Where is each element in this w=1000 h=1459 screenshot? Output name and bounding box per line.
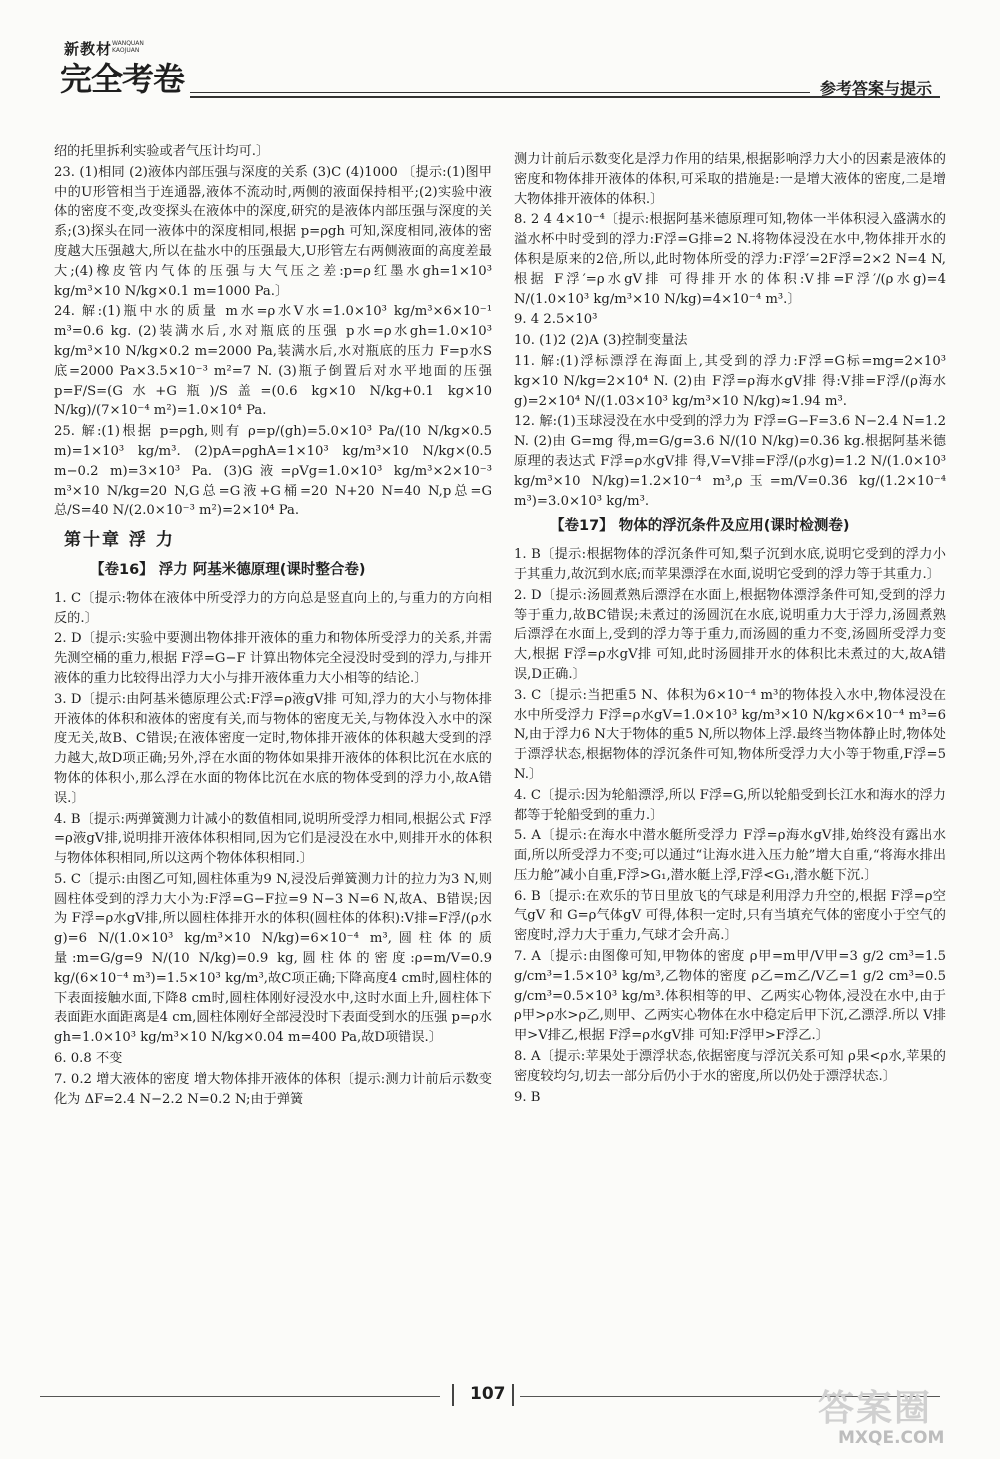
chapter-title: 第十章 浮 力 [64,530,175,551]
answer-item: 8. A〔提示:苹果处于漂浮状态,依据密度与浮沉关系可知 ρ果<ρ水,苹果的密度较均匀,切去一部分后仍小于水的密度,所以仍处于漂浮状态.〕 [514,1049,946,1084]
answer-item: 1. B〔提示:根据物体的浮沉条件可知,梨子沉到水底,说明它受到的浮力小于其重力,故沉到水底;而苹果漂浮在水面,说明它受到的浮力等于其重力.〕 [514,547,946,582]
watermark-logo [818,1380,988,1454]
answer-item: 25. 解:(1)根据 p=ρgh,则有 ρ=p/(gh)=5.0×10³ Pa/(10 N/kg×0.5 m)=1×10³ kg/m³. (2)pA=ρghA=1×10³ kg/m³×10 N/kg×(0.5 m−0.2 m)=3×10³ Pa. (3)G液=ρVg=1.0×10³ kg/m³×2×10⁻³ m³×10 N/kg=20 N,G总=G液+G桶=20 N+20 N=40 N,p总=G总/S=40 N/(2.0×10⁻³ m²)=2×10⁴ Pa. [54,424,492,519]
series-label: 新教材 [64,40,113,58]
answer-item: 3. D〔提示:由阿基米德原理公式:F浮=ρ液gV排 可知,浮力的大小与物体排开液体的体积和液体的密度有关,而与物体的密度无关,与物体没入水中的深度无关,故B、C错误;在液体密度一定时,物体排开液体的体积越大受到的浮力越大,故D项正确;另外,浮在水面的物体如果排开液体的体积比沉在水底的物体的体积小,那么浮在水面的物体比沉在水底的物体受到的浮力小,故A错误.〕 [54,691,492,806]
left-column [54,142,492,1110]
answer-item: 1. C〔提示:物体在液体中所受浮力的方向总是竖直向上的,与重力的方向相反的.〕 [54,590,492,626]
book-logo: 完全考卷 [60,60,185,98]
page-number: 107 [470,1384,506,1404]
watermark-url: MXQE.COM [838,1428,945,1448]
answer-item: 4. C〔提示:因为轮船漂浮,所以 F浮=G,所以轮船受到长江水和海水的浮力都等于轮船受到的重力.〕 [514,787,946,823]
logo-pinyin-1: WANQUAN [112,40,144,47]
answer-item: 7. A〔提示:由图像可知,甲物体的密度 ρ甲=m甲/V甲=3 g/2 cm³=1.5 g/cm³=1.5×10³ kg/m³,乙物体的密度 ρ乙=m乙/V乙=1 g/2 cm³=0.5 g/cm³=0.5×10³ kg/m³.体积相等的甲、乙两实心物体,浸没在水中,由于 ρ甲>ρ水>ρ乙,则甲、乙两实心物体在水中稳定后甲下沉,乙漂浮.所以 V排甲>V排乙,根据 F浮=ρ水gV排 可知:F浮甲>F浮乙.〕 [514,949,946,1044]
section-title: 【卷16】 浮力 阿基米德原理(课时整合卷) [90,561,366,578]
answer-item: 6. 0.8 不变 [54,1051,123,1067]
answer-item: 23. (1)相同 (2)液体内部压强与深度的关系 (3)C (4)1000 〔提示:(1)图甲中的U形管相当于连通器,液体不流动时,两侧的液面保持相平;(2)实验中液体的密度不变,改变探头在液体中的深度,研究的是液体内部压强与深度的关系;(3)探头在同一液体中的深度相同,根据 p=ρgh 可知,深度相同,液体的密度越大压强越大,所以在盐水中的压强最大,U形管左右两侧液面的高度差最大;(4)橡皮管内气体的压强与大气压之差:p=ρ红墨水gh=1×10³ kg/m³×10 N/kg×0.1 m=1000 Pa.〕 [54,164,492,299]
logo-pinyin [112,40,144,54]
answer-item: 6. B〔提示:在欢乐的节日里放飞的气球是利用浮力升空的,根据 F浮=ρ空气gV 和 G=ρ气体gV 可得,体积一定时,只有当填充气体的密度小于空气的密度时,浮力大于重力,气球才会升高.〕 [514,888,946,944]
answer-item: 8. 2 4 4×10⁻⁴〔提示:根据阿基米德原理可知,物体一半体积浸入盛满水的溢水杯中时受到的浮力:F浮=G排=2 N.将物体浸没在水中,物体排开水的体积是原来的2倍,所以,此时物体所受的浮力:F浮′=2F浮=2×2 N=4 N,根据 F浮′=ρ水gV排 可得排开水的体积:V排=F浮′/(ρ水g)=4 N/(1.0×10³ kg/m³×10 N/kg)=4×10⁻⁴ m³.〕 [514,212,946,307]
answer-item: 7. 0.2 增大液体的密度 增大物体排开液体的体积〔提示:测力计前后示数变化为 ΔF=2.4 N−2.2 N=0.2 N;由于弹簧 [54,1071,492,1107]
answer-item: 4. B〔提示:两弹簧测力计减小的数值相同,说明所受浮力相同,根据公式 F浮=ρ液gV排,说明排开液体体积相同,因为它们是浸没在水中,则排开水的体积与物体体积相同,所以这两个物体体积相同.〕 [54,811,492,867]
answer-item: 11. 解:(1)浮标漂浮在海面上,其受到的浮力:F浮=G标=mg=2×10³ kg×10 N/kg=2×10⁴ N. (2)由 F浮=ρ海水gV排 得:V排=F浮/(ρ海水g)=2×10⁴ N/(1.03×10³ kg/m³×10 N/kg)≈1.94 m³. [514,353,946,409]
answer-item: 2. D〔提示:实验中要测出物体排开液体的重力和物体所受浮力的关系,并需先测空桶的重力,根据 F浮=G−F 计算出物体完全浸没时受到的浮力,与排开液体的重力比较得出浮力大小与排开液体重力大小相等的结论.〕 [54,631,492,686]
answer-item: 5. A〔提示:在海水中潜水艇所受浮力 F浮=ρ海水gV排,始终没有露出水面,所以所受浮力不变;可以通过“让海水进入压力舱”增大自重,“将海水排出压力舱”减小自重,F浮>G₁,潜水艇上浮,F浮<G₁,潜水艇下沉.〕 [514,828,946,883]
watermark-text: 答案圈 [818,1388,933,1429]
footer-bar-left [452,1384,454,1406]
logo-pinyin-2: KAOJUAN [112,47,140,54]
section-title: 【卷17】 物体的浮沉条件及应用(课时检测卷) [550,518,850,535]
footer-rule-left [40,1396,440,1397]
answer-item: 12. 解:(1)玉球浸没在水中受到的浮力为 F浮=G−F=3.6 N−2.4 N=1.2 N. (2)由 G=mg 得,m=G/g=3.6 N/(10 N/kg)=0.36 kg.根据阿基米德原理的表达式 F浮=ρ水gV排 得,V=V排=F浮/(ρ水g)=1.2 N/(1.0×10³ kg/m³×10 N/kg)=1.2×10⁻⁴ m³,ρ玉=m/V=0.36 kg/(1.2×10⁻⁴ m³)=3.0×10³ kg/m³. [514,414,946,509]
footer-bar-right [512,1384,514,1406]
answer-item: 绍的托里拆利实验或者气压计均可.〕 [54,144,270,159]
answer-item: 3. C〔提示:当把重5 N、体积为6×10⁻⁴ m³的物体投入水中,物体浸没在水中所受浮力 F浮=ρ水gV=1.0×10³ kg/m³×10 N/kg×6×10⁻⁴ m³=6 N,由于浮力6 N大于物体的重5 N,所以物体上浮.最终当物体静止时,物体处于漂浮状态,根据物体的浮沉条件可知,物体所受浮力大小等于物重,F浮=5 N.〕 [514,687,946,782]
answer-item: 24. 解:(1)瓶中水的质量 m水=ρ水V水=1.0×10³ kg/m³×6×10⁻¹ m³=0.6 kg. (2)装满水后,水对瓶底的压强 p水=ρ水gh=1.0×10³ kg/m³×10 N/kg×0.2 m=2000 Pa,装满水后,水对瓶底的压力 F=p水S底=2000 Pa×3.5×10⁻³ m²=7 N. (3)瓶子倒置后对水平地面的压强 p=F/S=(G水+G瓶)/S盖=(0.6 kg×10 N/kg+0.1 kg×10 N/kg)/(7×10⁻⁴ m²)=1.0×10⁴ Pa. [54,304,492,419]
page-header [0,0,1000,100]
header-divider-bold [190,96,940,98]
answer-item: 9. B [514,1089,541,1105]
header-section-title: 参考答案与提示 [820,79,933,98]
answer-item: 测力计前后示数变化是浮力作用的结果,根据影响浮力大小的因素是液体的密度和物体排开液体的体积,可采取的措施是:一是增大液体的密度,二是增大物体排开液体的体积.〕 [514,152,946,207]
answer-item: 5. C〔提示:由图乙可知,圆柱体重为9 N,浸没后弹簧测力计的拉力为3 N,则圆柱体受到的浮力大小为:F浮=G−F拉=9 N−3 N=6 N,故A、B错误;因为 F浮=ρ水gV排,所以圆柱体排开水的体积(圆柱体的体积):V排=F浮/(ρ水g)=6 N/(1.0×10³ kg/m³×10 N/kg)=6×10⁻⁴ m³,圆柱体的质量:m=G/g=9 N/(10 N/kg)=0.9 kg,圆柱体的密度:ρ=m/V=0.9 kg/(6×10⁻⁴ m³)=1.5×10³ kg/m³,故C项正确;下降高度4 cm时,圆柱体的下表面接触水面,下降8 cm时,圆柱体刚好浸没水中,这时水面上升,圆柱体下表面距水面距离是4 cm,圆柱体刚好全部浸没时下表面受到水的压强 p=ρ水gh=1.0×10³ kg/m³×10 N/kg×0.04 m=400 Pa,故D项错误.〕 [54,871,492,1046]
header-divider [190,92,810,93]
answer-item: 10. (1)2 (2)A (3)控制变量法 [514,333,688,349]
answer-item: 2. D〔提示:汤圆煮熟后漂浮在水面上,根据物体漂浮条件可知,受到的浮力等于重力,故BC错误;未煮过的汤圆沉在水底,说明重力大于浮力,汤圆煮熟后漂浮在水面上,受到的浮力等于重力,而汤圆的重力不变,汤圆所受浮力变大,根据 F浮=ρ水gV排 可知,此时汤圆排开水的体积比未煮过的大,故A错误,D正确.〕 [514,587,946,682]
answer-item: 9. 4 2.5×10³ [514,312,598,328]
right-column [514,150,946,1108]
